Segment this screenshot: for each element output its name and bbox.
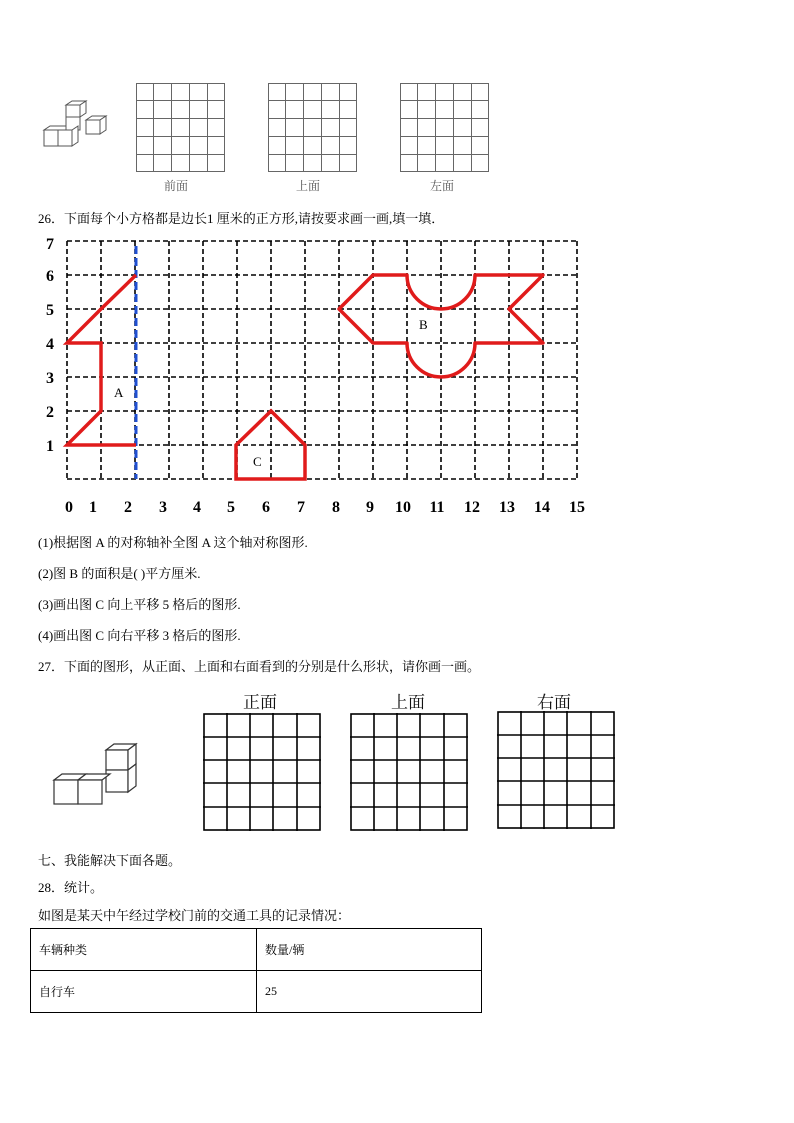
vehicle-stat-table: [30, 928, 482, 1013]
x-tick-9: 9: [366, 499, 374, 516]
view-caption-top: 上面: [391, 693, 425, 713]
q28-prompt: 28．统计。: [38, 880, 104, 895]
grid-top-view-q27[interactable]: [350, 713, 468, 831]
x-tick-12: 12: [464, 499, 480, 516]
table-header-row: [31, 929, 482, 971]
x-tick-15: 15: [569, 499, 585, 516]
q27-prompt: 27．下面的图形，从正面、上面和右面看到的分别是什么形状，请你画一画。: [38, 659, 481, 674]
grid-right-view-q27[interactable]: [497, 711, 615, 829]
x-tick-10: 10: [395, 499, 411, 516]
y-tick-6: 6: [46, 268, 54, 285]
grid-caption-front: 前面: [164, 179, 189, 193]
grid-caption-left: 左面: [430, 179, 455, 193]
grid-front-view-top[interactable]: [136, 83, 226, 173]
grid-left-view-top[interactable]: [400, 83, 490, 173]
y-tick-4: 4: [46, 336, 54, 353]
x-tick-6: 6: [262, 499, 270, 516]
cube-stack-figure-2: [50, 740, 142, 810]
x-tick-8: 8: [332, 499, 340, 516]
x-tick-3: 3: [159, 499, 167, 516]
view-caption-right: 右面: [537, 693, 571, 713]
table-header-cell: 车辆种类: [31, 929, 257, 971]
table-cell: 自行车: [31, 971, 257, 1013]
y-tick-1: 1: [46, 438, 54, 455]
x-tick-5: 5: [227, 499, 235, 516]
x-tick-14: 14: [534, 499, 550, 516]
q26-sub4: (4)画出图 C 向右平移 3 格后的图形.: [38, 628, 241, 643]
table-row: [31, 971, 482, 1013]
section-7-heading: 七、我能解决下面各题。: [38, 853, 182, 868]
q28-intro: 如图是某天中午经过学校门前的交通工具的记录情况：: [38, 908, 351, 923]
grid-top-view-top[interactable]: [268, 83, 358, 173]
view-caption-front: 正面: [243, 693, 277, 713]
x-tick-4: 4: [193, 499, 201, 516]
x-tick-2: 2: [124, 499, 132, 516]
q26-sub1: (1)根据图 A 的对称轴补全图 A 这个轴对称图形.: [38, 535, 308, 550]
grid-front-view-q27[interactable]: [203, 713, 321, 831]
figure-b-label: B: [419, 317, 428, 332]
x-tick-1: 1: [89, 499, 97, 516]
cube-stack-figure-1: [40, 100, 110, 152]
table-header-cell: 数量/辆: [257, 929, 482, 971]
q26-sub2: (2)图 B 的面积是( )平方厘米.: [38, 566, 201, 581]
y-tick-3: 3: [46, 370, 54, 387]
y-tick-2: 2: [46, 404, 54, 421]
x-tick-11: 11: [429, 499, 445, 516]
y-tick-5: 5: [46, 302, 54, 319]
figure-c-label: C: [253, 454, 262, 469]
grid-caption-top: 上面: [296, 179, 321, 193]
figure-a-label: A: [114, 385, 124, 400]
q26-sub3: (3)画出图 C 向上平移 5 格后的图形.: [38, 597, 241, 612]
x-tick-13: 13: [499, 499, 515, 516]
x-tick-0: 0: [65, 499, 73, 516]
table-cell: 25: [257, 971, 482, 1013]
q26-prompt: 26．下面每个小方格都是边长1 厘米的正方形,请按要求画一画,填一填．: [38, 211, 445, 226]
y-tick-7: 7: [46, 236, 54, 253]
x-tick-7: 7: [297, 499, 305, 516]
q26-grid-figure[interactable]: [30, 230, 600, 520]
